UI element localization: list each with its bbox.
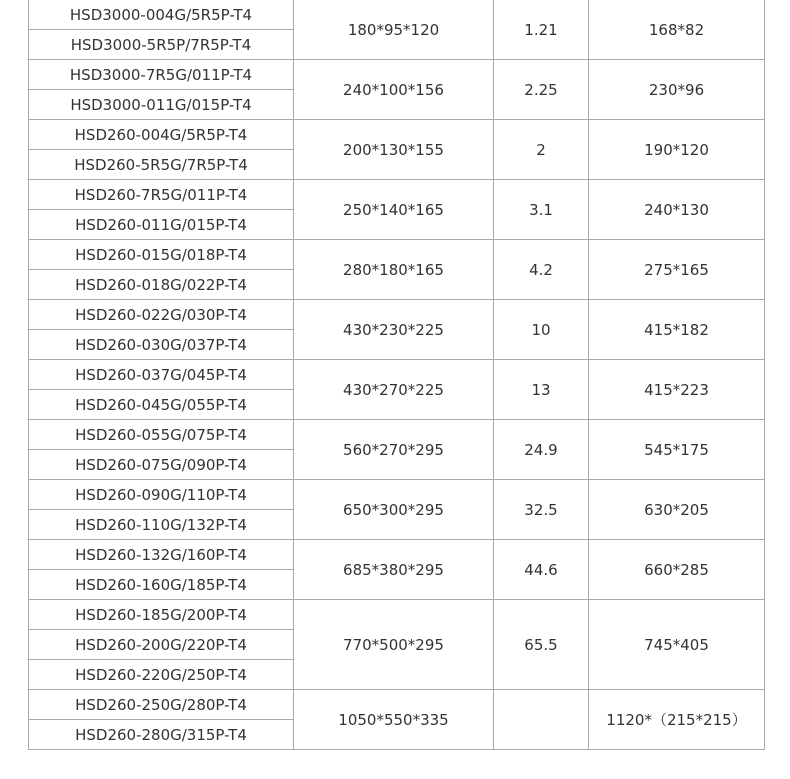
model-cell: HSD3000-011G/015P-T4 [29, 90, 294, 120]
model-cell: HSD260-015G/018P-T4 [29, 240, 294, 270]
mount-size-cell: 630*205 [589, 480, 765, 540]
mount-size-cell: 190*120 [589, 120, 765, 180]
size-cell: 180*95*120 [294, 0, 494, 60]
size-cell: 430*270*225 [294, 360, 494, 420]
model-cell: HSD260-7R5G/011P-T4 [29, 180, 294, 210]
weight-cell: 2.25 [494, 60, 589, 120]
table-row [29, 600, 765, 630]
table-row [29, 360, 765, 390]
mount-size-cell: 240*130 [589, 180, 765, 240]
table-row [29, 180, 765, 210]
table-row [29, 540, 765, 570]
mount-size-cell: 415*182 [589, 300, 765, 360]
inverter-dimension-table [28, 0, 765, 750]
table-row [29, 240, 765, 270]
table-row [29, 480, 765, 510]
model-cell: HSD260-004G/5R5P-T4 [29, 120, 294, 150]
weight-cell: 2 [494, 120, 589, 180]
model-cell: HSD260-045G/055P-T4 [29, 390, 294, 420]
model-cell: HSD260-220G/250P-T4 [29, 660, 294, 690]
size-cell: 650*300*295 [294, 480, 494, 540]
size-cell: 560*270*295 [294, 420, 494, 480]
model-cell: HSD260-160G/185P-T4 [29, 570, 294, 600]
mount-size-cell: 745*405 [589, 600, 765, 690]
mount-size-cell: 1120*（215*215） [589, 690, 765, 750]
model-cell: HSD260-250G/280P-T4 [29, 690, 294, 720]
model-cell: HSD260-090G/110P-T4 [29, 480, 294, 510]
model-cell: HSD260-022G/030P-T4 [29, 300, 294, 330]
mount-size-cell: 275*165 [589, 240, 765, 300]
model-cell: HSD260-011G/015P-T4 [29, 210, 294, 240]
weight-cell: 65.5 [494, 600, 589, 690]
weight-cell: 10 [494, 300, 589, 360]
mount-size-cell: 415*223 [589, 360, 765, 420]
table-row [29, 60, 765, 90]
size-cell: 280*180*165 [294, 240, 494, 300]
table-row [29, 420, 765, 450]
mount-size-cell: 168*82 [589, 0, 765, 60]
model-cell: HSD3000-5R5P/7R5P-T4 [29, 30, 294, 60]
model-cell: HSD260-075G/090P-T4 [29, 450, 294, 480]
table-row [29, 0, 765, 30]
size-cell: 770*500*295 [294, 600, 494, 690]
table-row [29, 690, 765, 720]
size-cell: 1050*550*335 [294, 690, 494, 750]
model-cell: HSD260-037G/045P-T4 [29, 360, 294, 390]
model-cell: HSD260-055G/075P-T4 [29, 420, 294, 450]
weight-cell: 24.9 [494, 420, 589, 480]
mount-size-cell: 545*175 [589, 420, 765, 480]
model-cell: HSD260-200G/220P-T4 [29, 630, 294, 660]
model-cell: HSD260-030G/037P-T4 [29, 330, 294, 360]
model-cell: HSD260-110G/132P-T4 [29, 510, 294, 540]
model-cell: HSD260-5R5G/7R5P-T4 [29, 150, 294, 180]
table-row [29, 300, 765, 330]
weight-cell [494, 690, 589, 750]
size-cell: 685*380*295 [294, 540, 494, 600]
model-cell: HSD260-280G/315P-T4 [29, 720, 294, 750]
model-cell: HSD260-185G/200P-T4 [29, 600, 294, 630]
size-cell: 240*100*156 [294, 60, 494, 120]
size-cell: 200*130*155 [294, 120, 494, 180]
weight-cell: 3.1 [494, 180, 589, 240]
model-cell: HSD260-018G/022P-T4 [29, 270, 294, 300]
mount-size-cell: 230*96 [589, 60, 765, 120]
size-cell: 250*140*165 [294, 180, 494, 240]
table-row [29, 120, 765, 150]
mount-size-cell: 660*285 [589, 540, 765, 600]
table-body [29, 0, 765, 750]
model-cell: HSD3000-004G/5R5P-T4 [29, 0, 294, 30]
weight-cell: 13 [494, 360, 589, 420]
model-cell: HSD260-132G/160P-T4 [29, 540, 294, 570]
size-cell: 430*230*225 [294, 300, 494, 360]
weight-cell: 4.2 [494, 240, 589, 300]
weight-cell: 32.5 [494, 480, 589, 540]
weight-cell: 1.21 [494, 0, 589, 60]
weight-cell: 44.6 [494, 540, 589, 600]
model-cell: HSD3000-7R5G/011P-T4 [29, 60, 294, 90]
